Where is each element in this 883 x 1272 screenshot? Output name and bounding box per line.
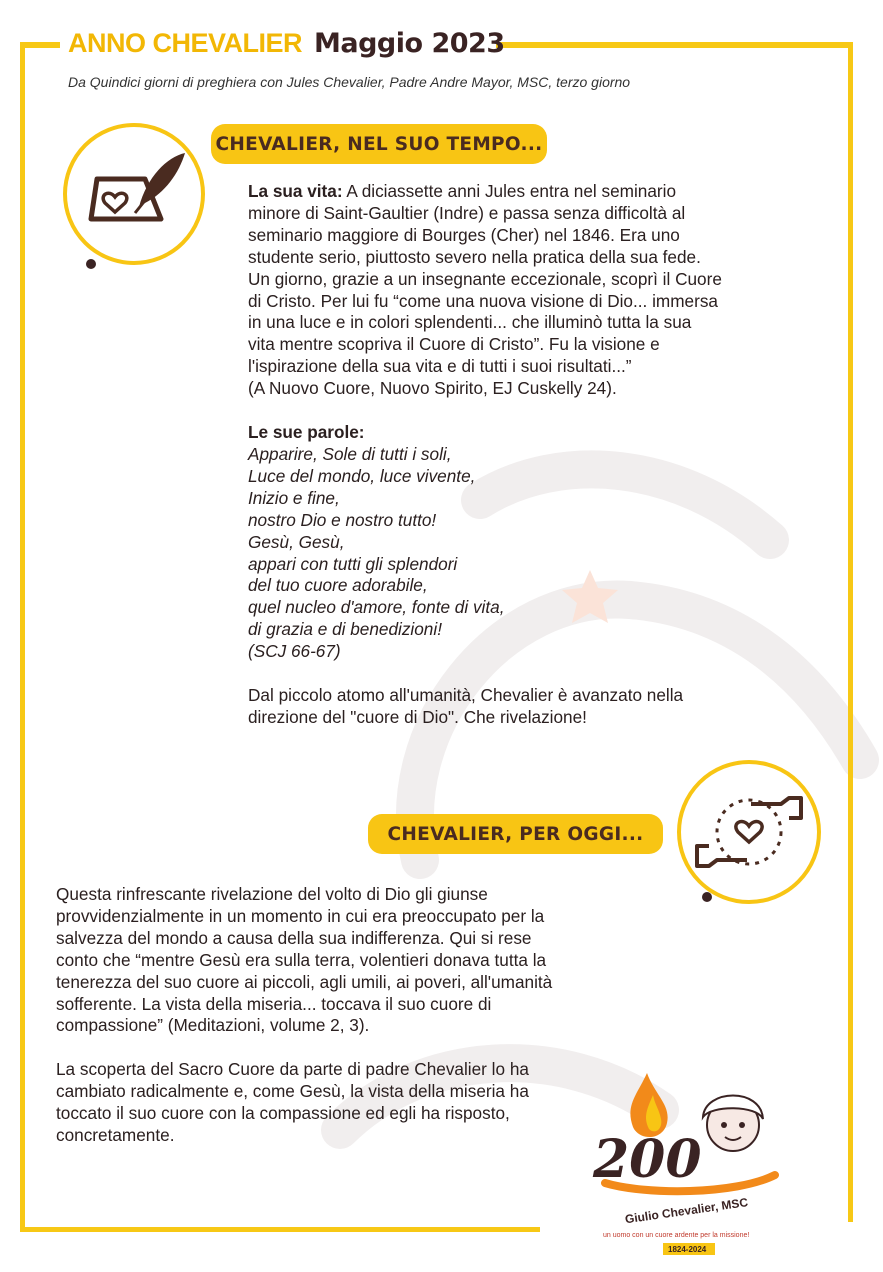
text-line: provvidenzialmente in un momento in cui era preoccupato per la <box>56 905 545 926</box>
text-line: A diciassette anni Jules entra nel seminario <box>342 181 677 201</box>
logo-name: Giulio Chevalier, MSC <box>624 1195 749 1227</box>
prayer-line: di grazia e di benedizioni! <box>248 619 442 640</box>
logo-years: 1824-2024 <box>668 1245 707 1254</box>
prayer-line: Apparire, Sole di tutti i soli, <box>248 443 452 464</box>
text-line: (A Nuovo Cuore, Nuovo Spirito, EJ Cuskelly 24). <box>248 378 617 399</box>
text-line: studente serio, piuttosto severo nella pratica della sua fede. <box>248 246 701 267</box>
today-paragraph-2 <box>56 1059 676 1147</box>
text-line: Dal piccolo atomo all'umanità, Chevalier è avanzato nella <box>248 685 684 706</box>
prayer-line: Luce del mondo, luce vivente, <box>248 465 476 486</box>
text-line: l'ispirazione della sua vita e di tutti i suoi risultati...” <box>248 356 632 377</box>
frame-top-right <box>496 42 853 48</box>
text-line: di Cristo. Per lui fu “come una nuova visione di Dio... immersa <box>248 290 718 311</box>
header-date: Maggio 2023 <box>314 28 505 59</box>
text-line: minore di Saint-Gaultier (Indre) e passa senza difficoltà al <box>248 202 686 223</box>
prayer-line: Gesù, Gesù, <box>248 531 345 552</box>
prayer-line: quel nucleo d'amore, fonte di vita, <box>248 597 505 618</box>
prayer-line: appari con tutti gli splendori <box>248 553 458 574</box>
section2-icon-circle <box>677 760 821 904</box>
prayer-citation: (SCJ 66-67) <box>248 641 341 662</box>
text-line: concretamente. <box>56 1125 175 1146</box>
text-line: cambiato radicalmente e, come Gesù, la vista della miseria ha <box>56 1081 529 1102</box>
text-line: salvezza del mondo a causa della sua indifferenza. Qui si rese <box>56 927 532 948</box>
text-line: tenerezza del suo cuore ai piccoli, agli umili, ai poveri, all'umanità <box>56 971 553 992</box>
text-line: Un giorno, grazie a un insegnante eccezionale, scoprì il Cuore <box>248 268 722 289</box>
life-label: La sua vita: <box>248 181 343 201</box>
source-line: Da Quindici giorni di preghiera con Jules Chevalier, Padre Andre Mayor, MSC, terzo giorno <box>68 74 631 90</box>
text-line: sofferente. La vista della miseria... toccava il suo cuore di <box>56 993 492 1014</box>
words-paragraph <box>248 422 833 663</box>
logo-number: 200 <box>593 1129 702 1190</box>
text-line: in una luce e in colori splendenti... che illuminò tutta la sua <box>248 312 692 333</box>
text-line: La scoperta del Sacro Cuore da parte di padre Chevalier lo ha <box>56 1059 529 1080</box>
logo-tagline: un uomo con un cuore ardente per la missione! <box>603 1232 750 1239</box>
section2-dot <box>702 892 712 902</box>
section1-dot <box>86 259 96 269</box>
section2-body <box>56 884 676 1147</box>
section2-title: CHEVALIER, PER OGGI... <box>368 814 663 854</box>
anniversary-logo <box>585 1065 795 1265</box>
section1-icon-circle <box>63 123 205 265</box>
header-brand: ANNO CHEVALIER <box>68 28 303 58</box>
text-line: toccato il suo cuore con la compassione ed egli ha risposto, <box>56 1103 510 1124</box>
text-line: compassione” (Meditazioni, volume 2, 3). <box>56 1015 370 1036</box>
life-paragraph <box>248 181 833 400</box>
prayer-line: Inizio e fine, <box>248 487 340 508</box>
page-header <box>68 28 505 62</box>
prayer-line: del tuo cuore adorabile, <box>248 575 428 596</box>
words-label: Le sue parole: <box>248 422 365 443</box>
text-line: direzione del "cuore di Dio". Che rivelazione! <box>248 706 587 727</box>
text-line: vita mentre scopriva il Cuore di Cristo”. Fu la visione e <box>248 334 660 355</box>
section1-title: CHEVALIER, NEL SUO TEMPO... <box>211 124 547 164</box>
text-line: Questa rinfrescante rivelazione del volto di Dio gli giunse <box>56 884 488 904</box>
text-line: conto che “mentre Gesù era sulla terra, volentieri donava tutta la <box>56 949 547 970</box>
today-paragraph-1 <box>56 884 676 1037</box>
hands-heart-icon <box>681 764 817 900</box>
text-line: seminario maggiore di Bourges (Cher) nel 1846. Era uno <box>248 224 680 245</box>
frame-top-left <box>20 42 60 48</box>
prayer-line: nostro Dio e nostro tutto! <box>248 509 437 530</box>
closing-paragraph <box>248 685 833 729</box>
section1-body <box>248 181 833 729</box>
letter-heart-quill-icon <box>67 127 201 261</box>
